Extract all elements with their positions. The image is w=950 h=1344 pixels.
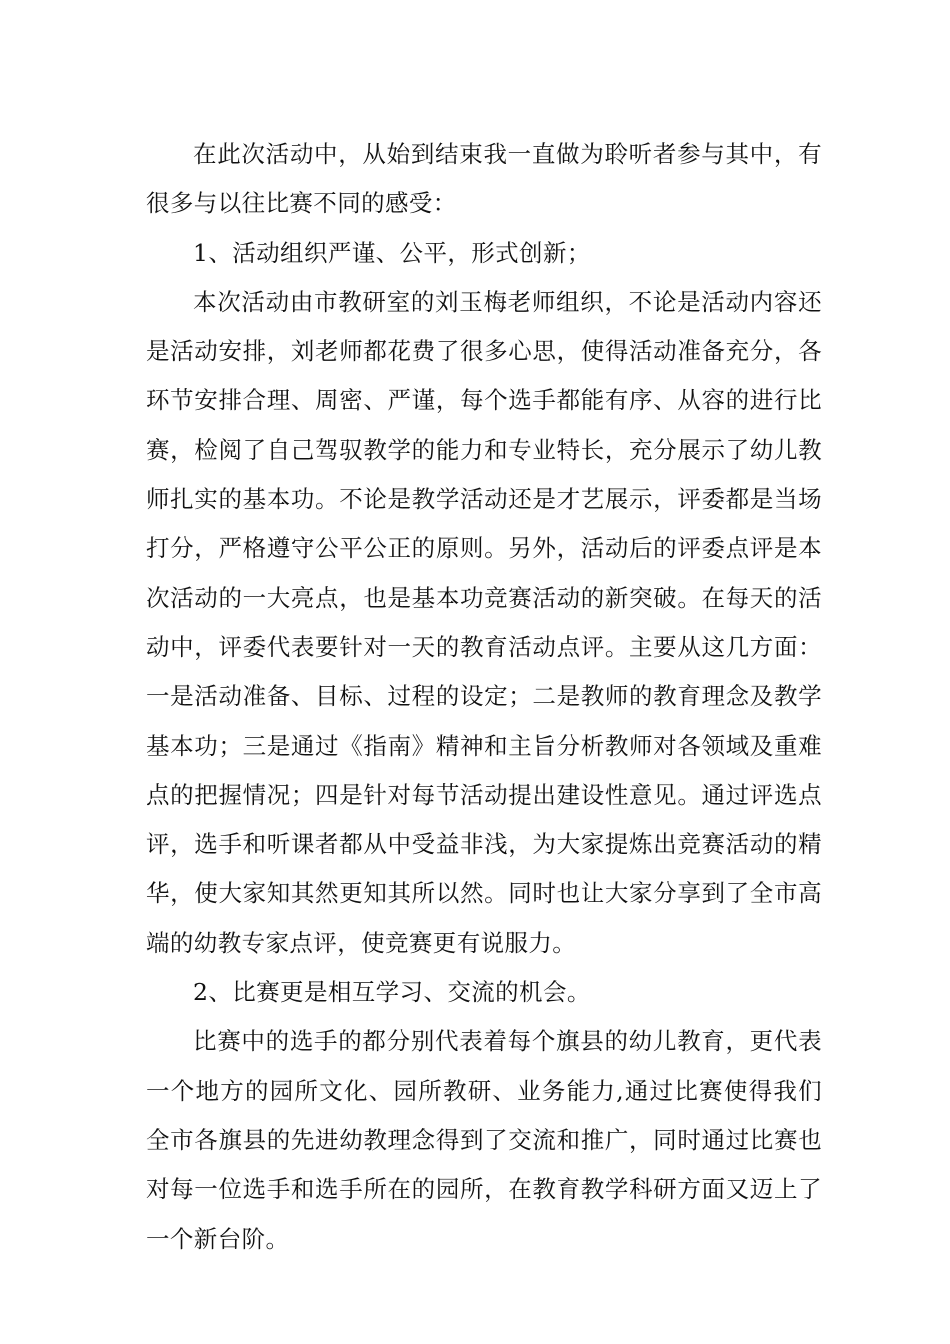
paragraph-heading-2: 2、比赛更是相互学习、交流的机会。 [193,978,591,1007]
paragraph-body-1: 本次活动由市教研室的刘玉梅老师组织，不论是活动内容还是活动安排，刘老师都花费了很多心思，使得活动准备充分，各环节安排合理、周密、严谨，每个选手都能有序、从容的进行比赛，检阅了自己驾驭教学的能力和专业特长，充分展示了幼儿教师扎实的基本功。不论是教学活动还是才艺展示，评委都是当场打分，严格遵守公平公正的原则。另外，活动后的评委点评是本次活动的一大亮点，也是基本功竞赛活动的新突破。在每天的活动中，评委代表要针对一天的教育活动点评。主要从这几方面：一是活动准备、目标、过程的设定；二是教师的教育理念及教学基本功；三是通过《指南》精神和主旨分析教师对各领域及重难点的把握情况；四是针对每节活动提出建设性意见。通过评选点评，选手和听课者都从中受益非浅，为大家提炼出竞赛活动的精华，使大家知其然更知其所以然。同时也让大家分享到了全市高端的幼教专家点评，使竞赛更有说服力。 [146,287,822,957]
paragraph-heading-1: 1、活动组织严谨、公平，形式创新； [193,238,591,267]
paragraph-intro: 在此次活动中，从始到结束我一直做为聆听者参与其中，有很多与以往比赛不同的感受： [146,140,822,218]
document-body [146,130,822,1264]
paragraph-body-2: 比赛中的选手的都分别代表着每个旗县的幼儿教育，更代表一个地方的园所文化、园所教研、业务能力,通过比赛使得我们全市各旗县的先进幼教理念得到了交流和推广，同时通过比赛也对每一位选手和选手所在的园所，在教育教学科研方面又迈上了一个新台阶。 [146,1027,822,1253]
